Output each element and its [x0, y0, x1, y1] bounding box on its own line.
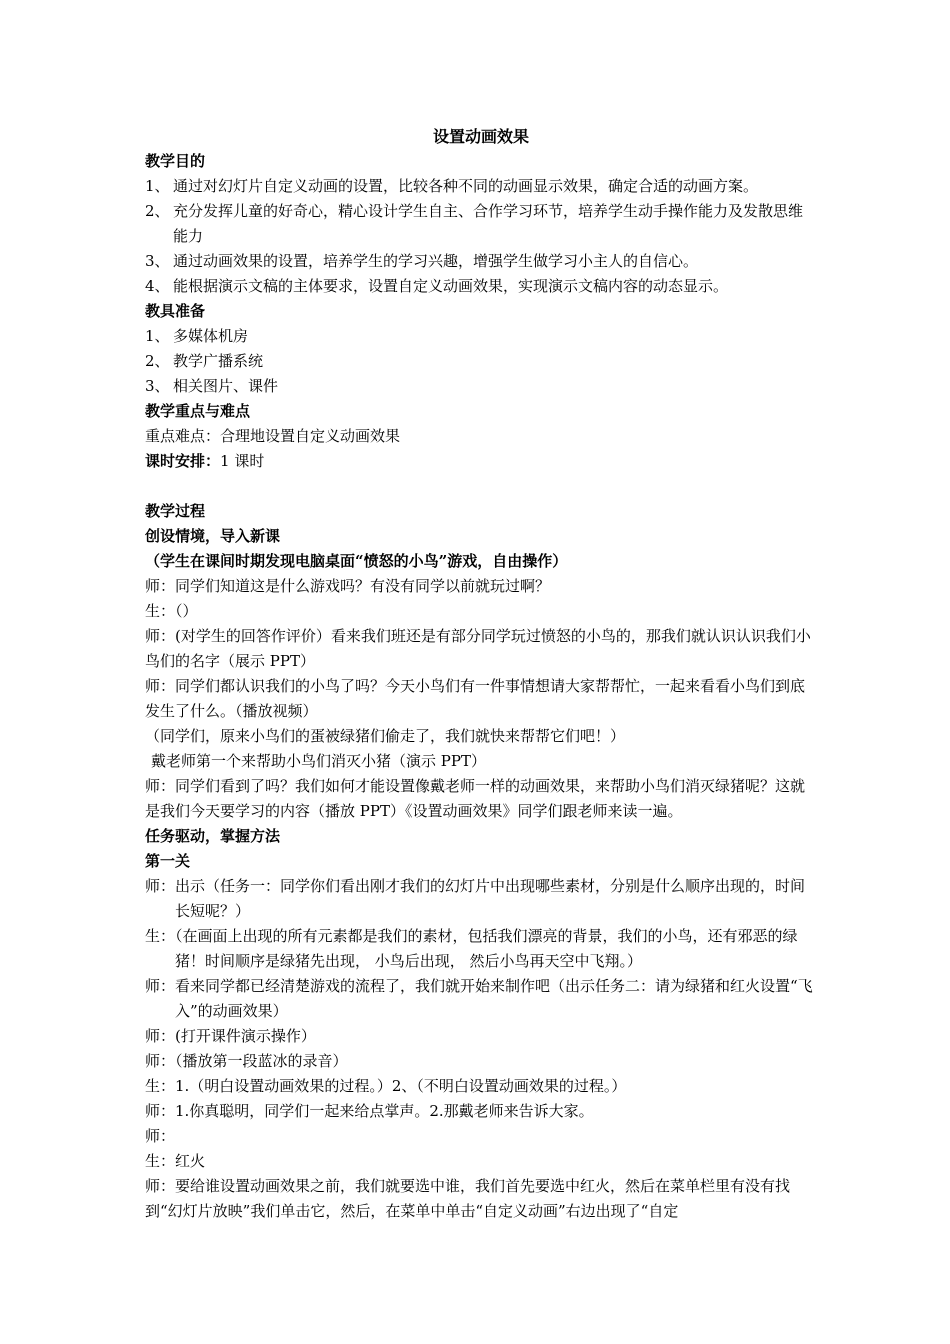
paragraph: 师：1.你真聪明，同学们一起来给点掌声。2.那戴老师来告诉大家。 [145, 1102, 594, 1120]
list-item: 2、 教学广播系统 [145, 352, 264, 370]
paragraph: 师：（播放第一段蓝冰的录音） [145, 1052, 348, 1070]
list-item: 2、 充分发挥儿童的好奇心，精心设计学生自主、合作学习环节，培养学生动手操作能力及发散思维能力 [145, 202, 804, 245]
paragraph: 生：1.（明白设置动画效果的过程。）2、（不明白设置动画效果的过程。） [145, 1077, 627, 1095]
spacer [145, 474, 817, 499]
section-heading-goals: 教学目的 [145, 152, 206, 170]
paragraph: 师：(对学生的回答作评价）看来我们班还是有部分同学玩过愤怒的小鸟的，那我们就认识认识我们小鸟们的名字（展示 PPT） [145, 627, 811, 670]
subheading-note: （学生在课间时期发现电脑桌面“愤怒的小鸟”游戏，自由操作） [145, 552, 568, 570]
section-heading-key: 教学重点与难点 [145, 402, 251, 420]
subheading: 创设情境，导入新课 [145, 527, 281, 545]
paragraph: 戴老师第一个来帮助小鸟们消灭小猪（演示 PPT） [151, 752, 486, 770]
section-heading-process: 教学过程 [145, 502, 206, 520]
subheading: 第一关 [145, 852, 191, 870]
key-points-line: 重点难点：合理地设置自定义动画效果 [145, 427, 401, 445]
list-item: 1、 多媒体机房 [145, 327, 249, 345]
list-item: 4、 能根据演示文稿的主体要求，设置自定义动画效果，实现演示文稿内容的动态显示。 [145, 277, 729, 295]
subheading: 任务驱动，掌握方法 [145, 827, 281, 845]
document-title: 设置动画效果 [432, 127, 529, 146]
paragraph: 生：（在画面上出现的所有元素都是我们的素材，包括我们漂亮的背景，我们的小鸟，还有邪恶的绿猪！时间顺序是绿猪先出现， 小鸟后出现， 然后小鸟再天空中飞翔。） [145, 927, 798, 970]
section-heading-tools: 教具准备 [145, 302, 206, 320]
list-item: 3、 相关图片、课件 [145, 377, 279, 395]
paragraph: 师：看来同学都已经清楚游戏的流程了，我们就开始来制作吧（出示任务二：请为绿猪和红火设置“飞入”的动画效果） [145, 977, 813, 1020]
paragraph: 师：(打开课件演示操作） [145, 1027, 316, 1045]
paragraph: 师：同学们都认识我们的小鸟了吗？今天小鸟们有一件事情想请大家帮帮忙，一起来看看小鸟们到底发生了什么。（播放视频） [145, 677, 806, 720]
paragraph: 师：同学们看到了吗？我们如何才能设置像戴老师一样的动画效果，来帮助小鸟们消灭绿猪呢？这就是我们今天要学习的内容（播放 PPT）《设置动画效果》同学们跟老师来读一遍。 [145, 777, 806, 820]
paragraph: 师：要给谁设置动画效果之前，我们就要选中谁，我们首先要选中红火，然后在菜单栏里有没有找到“幻灯片放映”我们单击它，然后，在菜单中单击“自定义动画”右边出现了“自定 [145, 1177, 791, 1220]
paragraph: 生：红火 [145, 1152, 206, 1170]
document-page [145, 124, 817, 1224]
paragraph: 师：同学们知道这是什么游戏吗？有没有同学以前就玩过啊？ [145, 577, 551, 595]
paragraph: 师：出示（任务一：同学你们看出刚才我们的幻灯片中出现哪些素材，分别是什么顺序出现的，时间长短呢？） [145, 877, 806, 920]
paragraph: （同学们，原来小鸟们的蛋被绿猪们偷走了，我们就快来帮帮它们吧！） [145, 727, 626, 745]
class-time-line: 课时安排：1 课时 [145, 452, 265, 470]
paragraph: 生：（） [145, 602, 198, 620]
list-item: 3、 通过动画效果的设置，培养学生的学习兴趣，增强学生做学习小主人的自信心。 [145, 252, 699, 270]
paragraph: 师： [145, 1127, 176, 1145]
list-item: 1、 通过对幻灯片自定义动画的设置，比较各种不同的动画显示效果，确定合适的动画方案。 [145, 177, 759, 195]
